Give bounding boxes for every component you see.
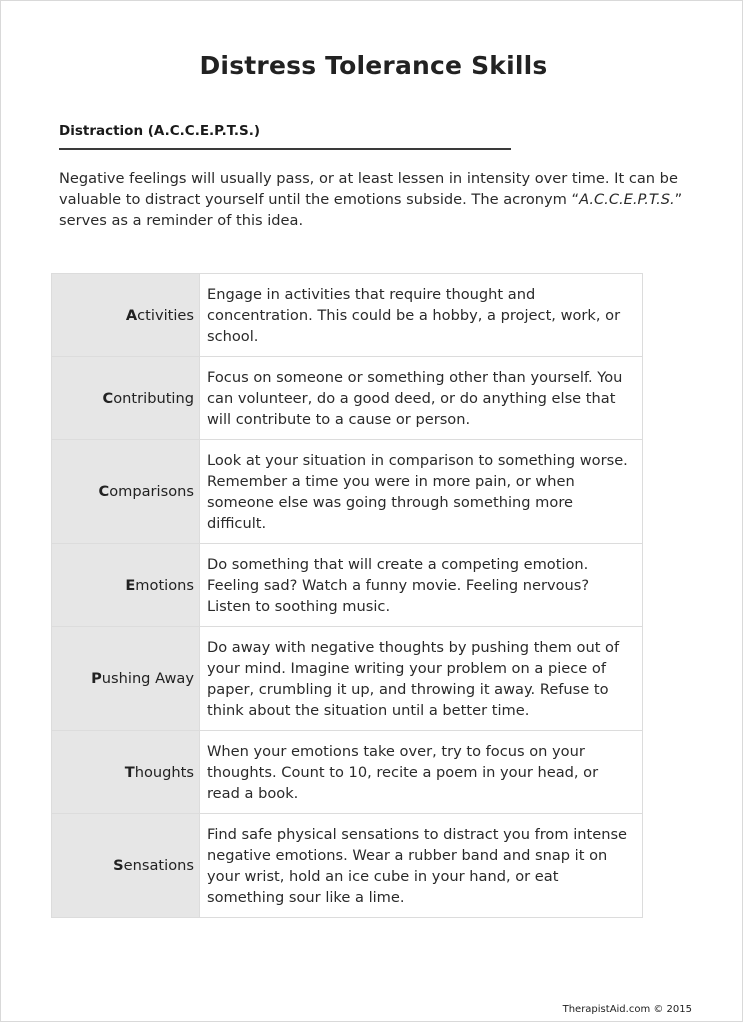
skill-initial: P — [91, 670, 102, 687]
table-row — [52, 440, 643, 544]
table-row — [52, 544, 643, 627]
skill-initial: A — [125, 306, 138, 324]
intro-acronym: A.C.C.E.P.T.S. — [579, 191, 675, 208]
skill-name-rest: omparisons — [109, 483, 194, 500]
skill-name — [52, 814, 200, 918]
table-row — [52, 357, 643, 440]
skill-initial: C — [98, 483, 110, 500]
skill-description: Do away with negative thoughts by pushing them out of your mind. Imagine writing your problem on a piece of paper, crumbling it up, and throwing it away. Refuse to think about the situation until a better time. — [200, 627, 643, 731]
skill-name — [52, 440, 200, 544]
skill-name-rest: ushing Away — [101, 670, 194, 687]
skill-initial: C — [102, 389, 114, 407]
copyright-footer: TherapistAid.com © 2015 — [562, 1004, 692, 1015]
section-heading: Distraction (A.C.C.E.P.T.S.) — [59, 123, 511, 150]
table-row — [52, 274, 643, 357]
intro-text-start: Negative feelings will usually pass, or at least lessen in intensity over time. It can be valuable to distract yourself until the emotions subside. The acronym “ — [59, 170, 678, 208]
intro-text-end: ” serves as a reminder of this idea. — [59, 191, 683, 229]
skill-initial: E — [125, 576, 136, 594]
skill-name-rest: ctivities — [137, 306, 194, 324]
skill-description: Find safe physical sensations to distract you from intense negative emotions. Wear a rubber band and snap it on your wrist, hold an ice cube in your hand, or eat something sour like a lime. — [200, 814, 643, 918]
skill-name — [52, 274, 200, 357]
skill-name-rest: motions — [135, 576, 194, 594]
skill-name — [52, 357, 200, 440]
intro-paragraph — [59, 168, 699, 231]
skill-description: When your emotions take over, try to focus on your thoughts. Count to 10, recite a poem in your head, or read a book. — [200, 731, 643, 814]
skill-name-rest: ontributing — [113, 389, 194, 407]
skill-description: Do something that will create a competing emotion. Feeling sad? Watch a funny movie. Feeling nervous? Listen to soothing music. — [200, 544, 643, 627]
table-row — [52, 731, 643, 814]
skill-name — [52, 544, 200, 627]
skill-name-rest: houghts — [134, 763, 194, 781]
table-row — [52, 814, 643, 918]
skill-description: Focus on someone or something other than yourself. You can volunteer, do a good deed, or do anything else that will contribute to a cause or person. — [200, 357, 643, 440]
skill-description: Engage in activities that require thought and concentration. This could be a hobby, a project, work, or school. — [200, 274, 643, 357]
skill-name — [52, 731, 200, 814]
skill-initial: T — [124, 763, 135, 781]
page-title: Distress Tolerance Skills — [199, 51, 548, 80]
skill-name-rest: ensations — [123, 857, 194, 874]
skills-table — [51, 273, 643, 918]
table-row — [52, 627, 643, 731]
skill-description: Look at your situation in comparison to something worse. Remember a time you were in more pain, or when someone else was going through something more difficult. — [200, 440, 643, 544]
skill-initial: S — [113, 857, 124, 874]
skill-name — [52, 627, 200, 731]
